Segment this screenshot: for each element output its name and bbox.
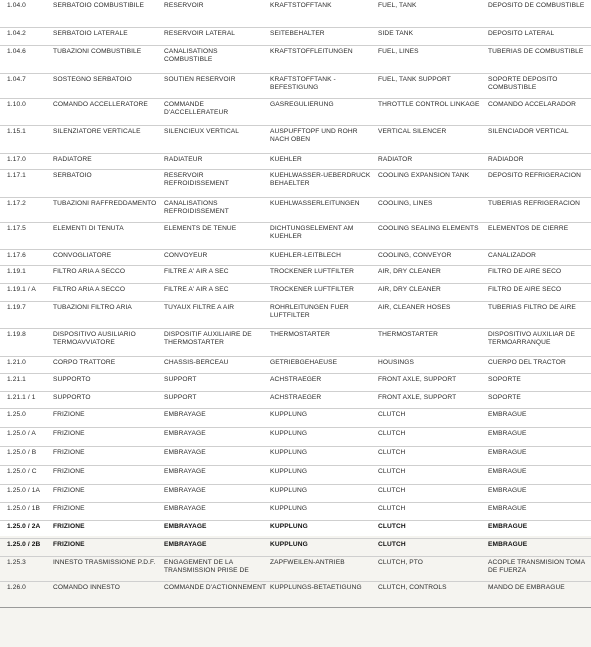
english-cell: THROTTLE CONTROL LINKAGE: [378, 98, 488, 125]
german-cell: KUPPLUNG: [270, 502, 378, 520]
spanish-cell: EMBRAGUE: [488, 502, 591, 520]
table-row: [0, 465, 591, 484]
code-cell: 1.04.2: [0, 27, 53, 45]
code-cell: 1.17.2: [0, 197, 53, 222]
french-cell: RESERVOIR: [164, 0, 270, 27]
german-cell: KUPPLUNG: [270, 538, 378, 556]
german-cell: TROCKENER LUFTFILTER: [270, 283, 378, 301]
french-cell: EMBRAYAGE: [164, 427, 270, 446]
english-cell: CLUTCH: [378, 408, 488, 427]
table-row: [0, 520, 591, 538]
spanish-cell: TUBERIAS DE COMBUSTIBLE: [488, 45, 591, 73]
table-row: [0, 197, 591, 222]
french-cell: ELEMENTS DE TENUE: [164, 222, 270, 249]
french-cell: SILENCIEUX VERTICAL: [164, 125, 270, 153]
english-cell: CLUTCH, CONTROLS: [378, 581, 488, 607]
english-cell: AIR, DRY CLEANER: [378, 265, 488, 283]
italian-cell: TUBAZIONI COMBUSTIBILE: [53, 45, 164, 73]
italian-cell: FILTRO ARIA A SECCO: [53, 283, 164, 301]
code-cell: 1.26.0: [0, 581, 53, 607]
table-row: [0, 538, 591, 556]
table-row: [0, 446, 591, 465]
spanish-cell: SOPORTE: [488, 373, 591, 391]
spanish-cell: EMBRAGUE: [488, 408, 591, 427]
spanish-cell: FILTRO DE AIRE SECO: [488, 283, 591, 301]
english-cell: THERMOSTARTER: [378, 328, 488, 356]
italian-cell: FRIZIONE: [53, 484, 164, 502]
german-cell: KUEHLER: [270, 153, 378, 169]
code-cell: 1.19.8: [0, 328, 53, 356]
german-cell: KRAFTSTOFFTANK - BEFESTIGUNG: [270, 73, 378, 98]
french-cell: CONVOYEUR: [164, 249, 270, 265]
table-row: [0, 73, 591, 98]
spanish-cell: ACOPLE TRANSMISION TOMA DE FUERZA: [488, 556, 591, 581]
french-cell: ENGAGEMENT DE LA TRANSMISSION PRISE DE: [164, 556, 270, 581]
code-cell: 1.25.0 / C: [0, 465, 53, 484]
french-cell: EMBRAYAGE: [164, 446, 270, 465]
french-cell: CANALISATIONS COMBUSTIBLE: [164, 45, 270, 73]
code-cell: 1.25.0 / 1A: [0, 484, 53, 502]
table-row: [0, 98, 591, 125]
italian-cell: TUBAZIONI RAFFREDDAMENTO: [53, 197, 164, 222]
english-cell: RADIATOR: [378, 153, 488, 169]
italian-cell: INNESTO TRASMISSIONE P.D.F.: [53, 556, 164, 581]
italian-cell: ELEMENTI DI TENUTA: [53, 222, 164, 249]
german-cell: KUPPLUNG: [270, 520, 378, 538]
spanish-cell: EMBRAGUE: [488, 538, 591, 556]
french-cell: DISPOSITIF AUXILIAIRE DE THERMOSTARTER: [164, 328, 270, 356]
german-cell: ZAPFWEILEN-ANTRIEB: [270, 556, 378, 581]
german-cell: GETRIEBGEHAEUSE: [270, 356, 378, 373]
english-cell: AIR, DRY CLEANER: [378, 283, 488, 301]
code-cell: 1.04.0: [0, 0, 53, 27]
spanish-cell: COMANDO ACCELARADOR: [488, 98, 591, 125]
german-cell: ACHSTRAEGER: [270, 373, 378, 391]
french-cell: EMBRAYAGE: [164, 520, 270, 538]
spanish-cell: SOPORTE: [488, 391, 591, 408]
table-row: [0, 45, 591, 73]
french-cell: COMMANDE D'ACTIONNEMENT: [164, 581, 270, 607]
italian-cell: COMANDO INNESTO: [53, 581, 164, 607]
italian-cell: DISPOSITIVO AUSILIARIO TERMOAVVIATORE: [53, 328, 164, 356]
german-cell: DICHTUNGSELEMENT AM KUEHLER: [270, 222, 378, 249]
french-cell: RESERVOIR REFROIDISSEMENT: [164, 169, 270, 197]
english-cell: CLUTCH: [378, 520, 488, 538]
italian-cell: SERBATOIO: [53, 169, 164, 197]
english-cell: FUEL, TANK SUPPORT: [378, 73, 488, 98]
french-cell: COMMANDE D'ACCELLERATEUR: [164, 98, 270, 125]
code-cell: 1.21.0: [0, 356, 53, 373]
code-cell: 1.25.0 / 2B: [0, 538, 53, 556]
german-cell: KUPPLUNGS-BETAETIGUNG: [270, 581, 378, 607]
german-cell: KUEHLWASSER-UEBERDRUCK BEHAELTER: [270, 169, 378, 197]
code-cell: 1.10.0: [0, 98, 53, 125]
spanish-cell: EMBRAGUE: [488, 465, 591, 484]
french-cell: EMBRAYAGE: [164, 484, 270, 502]
italian-cell: SOSTEGNO SERBATOIO: [53, 73, 164, 98]
german-cell: TROCKENER LUFTFILTER: [270, 265, 378, 283]
spanish-cell: EMBRAGUE: [488, 427, 591, 446]
table-row: [0, 502, 591, 520]
italian-cell: TUBAZIONI FILTRO ARIA: [53, 301, 164, 328]
german-cell: KUPPLUNG: [270, 446, 378, 465]
english-cell: FUEL, TANK: [378, 0, 488, 27]
german-cell: ACHSTRAEGER: [270, 391, 378, 408]
code-cell: 1.25.0 / 2A: [0, 520, 53, 538]
english-cell: CLUTCH: [378, 446, 488, 465]
italian-cell: FRIZIONE: [53, 520, 164, 538]
french-cell: TUYAUX FILTRE A AIR: [164, 301, 270, 328]
table-row: [0, 265, 591, 283]
spanish-cell: DEPOSITO DE COMBUSTIBLE: [488, 0, 591, 27]
italian-cell: FRIZIONE: [53, 502, 164, 520]
french-cell: RESERVOIR LATERAL: [164, 27, 270, 45]
italian-cell: SERBATOIO COMBUSTIBILE: [53, 0, 164, 27]
table-row: [0, 581, 591, 607]
spanish-cell: FILTRO DE AIRE SECO: [488, 265, 591, 283]
english-cell: CLUTCH: [378, 502, 488, 520]
german-cell: KUPPLUNG: [270, 408, 378, 427]
code-cell: 1.19.1 / A: [0, 283, 53, 301]
spanish-cell: TUBERIAS FILTRO DE AIRE: [488, 301, 591, 328]
code-cell: 1.04.7: [0, 73, 53, 98]
german-cell: KUPPLUNG: [270, 465, 378, 484]
italian-cell: COMANDO ACCELLERATORE: [53, 98, 164, 125]
spanish-cell: DEPOSITO LATERAL: [488, 27, 591, 45]
code-cell: 1.25.0: [0, 408, 53, 427]
italian-cell: FILTRO ARIA A SECCO: [53, 265, 164, 283]
table-row: [0, 169, 591, 197]
table-row: [0, 283, 591, 301]
code-cell: 1.25.0 / B: [0, 446, 53, 465]
spanish-cell: TUBERIAS REFRIGERACION: [488, 197, 591, 222]
italian-cell: FRIZIONE: [53, 538, 164, 556]
english-cell: COOLING, CONVEYOR: [378, 249, 488, 265]
french-cell: CHASSIS-BERCEAU: [164, 356, 270, 373]
french-cell: SOUTIEN RESERVOIR: [164, 73, 270, 98]
french-cell: EMBRAYAGE: [164, 408, 270, 427]
english-cell: COOLING, LINES: [378, 197, 488, 222]
code-cell: 1.17.1: [0, 169, 53, 197]
english-cell: COOLING EXPANSION TANK: [378, 169, 488, 197]
table-row: [0, 222, 591, 249]
italian-cell: SUPPORTO: [53, 391, 164, 408]
code-cell: 1.17.6: [0, 249, 53, 265]
spanish-cell: RADIADOR: [488, 153, 591, 169]
table-row: [0, 408, 591, 427]
french-cell: RADIATEUR: [164, 153, 270, 169]
french-cell: SUPPORT: [164, 373, 270, 391]
table-row: [0, 249, 591, 265]
german-cell: KUPPLUNG: [270, 427, 378, 446]
table-row: [0, 427, 591, 446]
english-cell: CLUTCH: [378, 538, 488, 556]
english-cell: AIR, CLEANER HOSES: [378, 301, 488, 328]
english-cell: CLUTCH: [378, 484, 488, 502]
code-cell: 1.21.1 / 1: [0, 391, 53, 408]
table-row: [0, 0, 591, 27]
code-cell: 1.17.5: [0, 222, 53, 249]
french-cell: FILTRE A' AIR A SEC: [164, 265, 270, 283]
code-cell: 1.17.0: [0, 153, 53, 169]
italian-cell: SUPPORTO: [53, 373, 164, 391]
table-row: [0, 125, 591, 153]
english-cell: FRONT AXLE, SUPPORT: [378, 373, 488, 391]
italian-cell: FRIZIONE: [53, 408, 164, 427]
spanish-cell: SOPORTE DEPOSITO COMBUSTIBLE: [488, 73, 591, 98]
code-cell: 1.25.0 / 1B: [0, 502, 53, 520]
code-cell: 1.25.3: [0, 556, 53, 581]
code-cell: 1.25.0 / A: [0, 427, 53, 446]
italian-cell: RADIATORE: [53, 153, 164, 169]
table-row: [0, 328, 591, 356]
code-cell: 1.21.1: [0, 373, 53, 391]
english-cell: CLUTCH, PTO: [378, 556, 488, 581]
italian-cell: SERBATOIO LATERALE: [53, 27, 164, 45]
english-cell: CLUTCH: [378, 427, 488, 446]
table-row: [0, 27, 591, 45]
german-cell: KUPPLUNG: [270, 484, 378, 502]
table-row: [0, 153, 591, 169]
german-cell: AUSPUFFTOPF UND ROHR NACH OBEN: [270, 125, 378, 153]
french-cell: CANALISATIONS REFROIDISSEMENT: [164, 197, 270, 222]
spanish-cell: EMBRAGUE: [488, 484, 591, 502]
english-cell: SIDE TANK: [378, 27, 488, 45]
code-cell: 1.15.1: [0, 125, 53, 153]
spanish-cell: CUERPO DEL TRACTOR: [488, 356, 591, 373]
english-cell: FUEL, LINES: [378, 45, 488, 73]
german-cell: KRAFTSTOFFTANK: [270, 0, 378, 27]
french-cell: EMBRAYAGE: [164, 502, 270, 520]
spanish-cell: DISPOSITIVO AUXILIAR DE TERMOARRANQUE: [488, 328, 591, 356]
english-cell: HOUSINGS: [378, 356, 488, 373]
spanish-cell: MANDO DE EMBRAGUE: [488, 581, 591, 607]
italian-cell: CORPO TRATTORE: [53, 356, 164, 373]
spanish-cell: DEPOSITO REFRIGERACION: [488, 169, 591, 197]
german-cell: GASREGULIERUNG: [270, 98, 378, 125]
english-cell: CLUTCH: [378, 465, 488, 484]
english-cell: VERTICAL SILENCER: [378, 125, 488, 153]
english-cell: FRONT AXLE, SUPPORT: [378, 391, 488, 408]
table-row: [0, 391, 591, 408]
german-cell: THERMOSTARTER: [270, 328, 378, 356]
spanish-cell: SILENCIADOR VERTICAL: [488, 125, 591, 153]
german-cell: KUEHLER-LEITBLECH: [270, 249, 378, 265]
german-cell: SEITEBEHALTER: [270, 27, 378, 45]
french-cell: FILTRE A' AIR A SEC: [164, 283, 270, 301]
spanish-cell: ELEMENTOS DE CIERRE: [488, 222, 591, 249]
italian-cell: FRIZIONE: [53, 446, 164, 465]
french-cell: EMBRAYAGE: [164, 465, 270, 484]
german-cell: KRAFTSTOFFLEITUNGEN: [270, 45, 378, 73]
spanish-cell: CANALIZADOR: [488, 249, 591, 265]
italian-cell: CONVOGLIATORE: [53, 249, 164, 265]
italian-cell: SILENZIATORE VERTICALE: [53, 125, 164, 153]
table-row: [0, 373, 591, 391]
italian-cell: FRIZIONE: [53, 465, 164, 484]
german-cell: ROHRLEITUNGEN FUER LUFTFILTER: [270, 301, 378, 328]
english-cell: COOLING SEALING ELEMENTS: [378, 222, 488, 249]
spanish-cell: EMBRAGUE: [488, 446, 591, 465]
german-cell: KUEHLWASSERLEITUNGEN: [270, 197, 378, 222]
french-cell: SUPPORT: [164, 391, 270, 408]
table-row: [0, 556, 591, 581]
code-cell: 1.04.6: [0, 45, 53, 73]
table-row: [0, 484, 591, 502]
table-row: [0, 356, 591, 373]
code-cell: 1.19.7: [0, 301, 53, 328]
french-cell: EMBRAYAGE: [164, 538, 270, 556]
italian-cell: FRIZIONE: [53, 427, 164, 446]
table-row: [0, 301, 591, 328]
code-cell: 1.19.1: [0, 265, 53, 283]
spanish-cell: EMBRAGUE: [488, 520, 591, 538]
